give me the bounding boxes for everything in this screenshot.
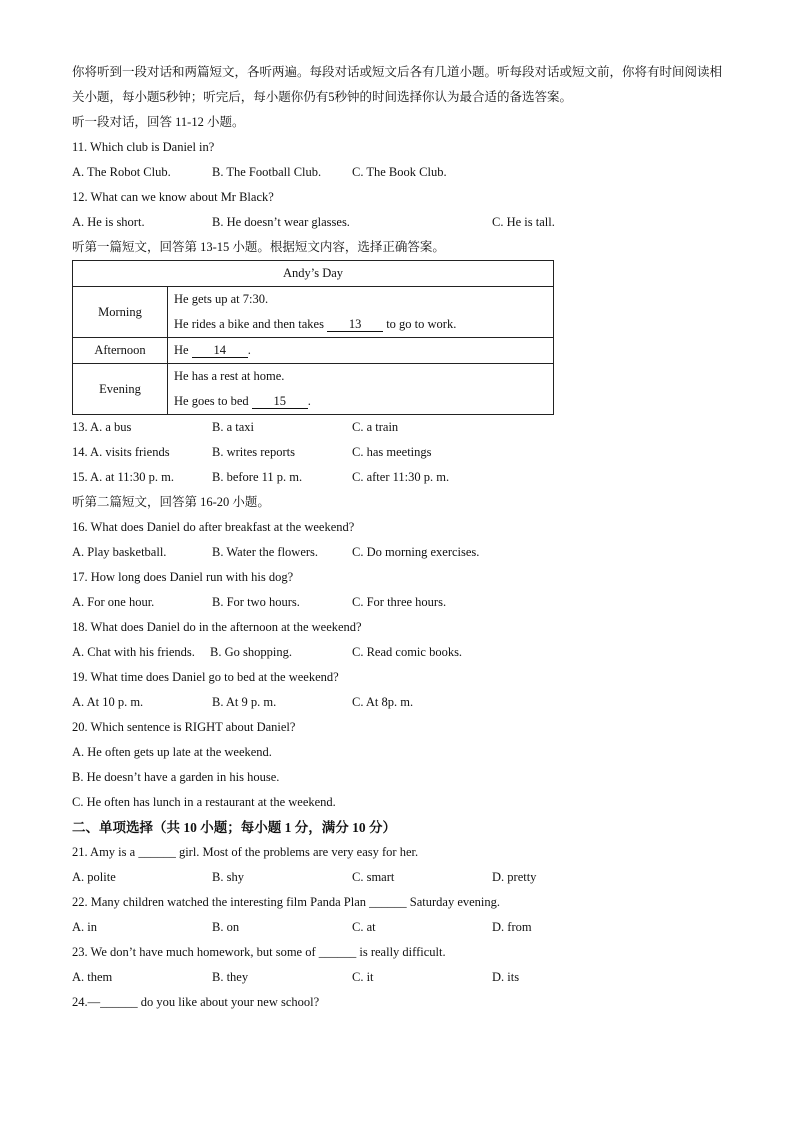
blank-15: 15 [252,394,308,409]
question-17-options [72,590,732,615]
option-c[interactable]: C. At 8p. m. [352,695,414,709]
option-c[interactable]: C. it [352,970,374,984]
passage2-instruction: 听第二篇短文，回答第 16-20 小题。 [72,495,270,509]
morning-line-2-text: He rides a bike and then takes [174,317,324,331]
morning-cell [168,287,554,338]
option-b[interactable]: B. on [212,920,240,934]
option-c[interactable]: C. after 11:30 p. m. [352,470,450,484]
evening-cell [168,364,554,415]
question-19-stem: 19. What time does Daniel go to bed at the weekend? [72,670,339,684]
question-20-stem: 20. Which sentence is RIGHT about Daniel? [72,720,296,734]
option-a[interactable]: A. Chat with his friends. [72,645,195,659]
question-19-options [72,690,732,715]
andys-day-table [72,260,554,415]
afternoon-text: He [174,343,189,357]
morning-line-2 [174,312,547,337]
option-b[interactable]: B. At 9 p. m. [212,695,277,709]
option-c[interactable]: C. The Book Club. [352,165,447,179]
question-20-option-c[interactable]: C. He often has lunch in a restaurant at the weekend. [72,795,336,809]
evening-line-2-text: He goes to bed [174,394,249,408]
option-a[interactable]: A. Play basketball. [72,545,167,559]
option-d[interactable]: D. from [492,920,532,934]
option-a[interactable]: 14. A. visits friends [72,445,170,459]
option-a[interactable]: A. them [72,970,113,984]
question-23-options [72,965,732,990]
section-2-title: 二、单项选择（共 10 小题；每小题 1 分，满分 10 分） [72,820,396,835]
question-11-stem: 11. Which club is Daniel in? [72,140,215,154]
question-18-stem: 18. What does Daniel do in the afternoon at the weekend? [72,620,362,634]
question-16-options [72,540,732,565]
question-23-stem: 23. We don’t have much homework, but some of ______ is really difficult. [72,945,446,959]
question-15-options [72,465,732,490]
option-b[interactable]: B. He doesn’t wear glasses. [212,215,350,229]
option-c[interactable]: C. Do morning exercises. [352,545,480,559]
option-c[interactable]: C. at [352,920,376,934]
blank-13: 13 [327,317,383,332]
passage1-instruction: 听第一篇短文，回答第 13-15 小题。根据短文内容，选择正确答案。 [72,240,445,254]
option-b[interactable]: B. before 11 p. m. [212,470,303,484]
evening-line-1: He has a rest at home. [174,369,285,383]
option-a[interactable]: 13. A. a bus [72,420,132,434]
evening-label: Evening [73,364,168,415]
option-b[interactable]: B. Water the flowers. [212,545,319,559]
afternoon-line [174,338,547,363]
blank-14: 14 [192,343,248,358]
option-b[interactable]: B. they [212,970,249,984]
option-c[interactable]: C. smart [352,870,395,884]
question-14-options [72,440,732,465]
option-b[interactable]: B. writes reports [212,445,295,459]
question-18-options [72,640,732,665]
question-13-options [72,415,732,440]
option-b[interactable]: B. For two hours. [212,595,300,609]
question-16-stem: 16. What does Daniel do after breakfast at the weekend? [72,520,355,534]
option-a[interactable]: A. polite [72,870,116,884]
option-b[interactable]: B. The Football Club. [212,165,322,179]
option-a[interactable]: 15. A. at 11:30 p. m. [72,470,174,484]
option-c[interactable]: C. Read comic books. [352,645,463,659]
morning-label: Morning [73,287,168,338]
question-12-options [72,210,732,235]
question-20-option-b[interactable]: B. He doesn’t have a garden in his house. [72,770,280,784]
question-12-stem: 12. What can we know about Mr Black? [72,190,274,204]
question-17-stem: 17. How long does Daniel run with his dog? [72,570,294,584]
afternoon-cell [168,338,554,364]
evening-line-2 [174,389,547,414]
option-d[interactable]: D. its [492,970,520,984]
question-22-options [72,915,732,940]
option-c[interactable]: C. For three hours. [352,595,447,609]
listening-intro: 你将听到一段对话和两篇短文，各听两遍。每段对话或短文后各有几道小题。听每段对话或短文前，你将有时间阅读相关小题，每小题5秒钟；听完后，每小题你仍有5秒钟的时间选择你认为最合适的备选答案。 [72,65,723,104]
option-a[interactable]: A. The Robot Club. [72,165,171,179]
option-a[interactable]: A. in [72,920,97,934]
option-a[interactable]: A. He is short. [72,215,145,229]
question-20-option-a[interactable]: A. He often gets up late at the weekend. [72,745,272,759]
morning-line-1: He gets up at 7:30. [174,292,269,306]
table-title: Andy’s Day [73,261,554,287]
question-21-stem: 21. Amy is a ______ girl. Most of the problems are very easy for her. [72,845,419,859]
option-b[interactable]: B. a taxi [212,420,255,434]
option-b[interactable]: B. shy [212,870,244,884]
question-21-options [72,865,732,890]
afternoon-label: Afternoon [73,338,168,364]
option-a[interactable]: A. At 10 p. m. [72,695,144,709]
option-d[interactable]: D. pretty [492,870,537,884]
question-24-stem: 24.—______ do you like about your new school? [72,995,320,1009]
question-22-stem: 22. Many children watched the interesting film Panda Plan ______ Saturday evening. [72,895,501,909]
morning-line-2-end: to go to work. [386,317,457,331]
option-c[interactable]: C. He is tall. [492,215,555,229]
option-c[interactable]: C. has meetings [352,445,432,459]
evening-line-2-end: . [307,394,311,408]
option-a[interactable]: A. For one hour. [72,595,155,609]
exam-page [72,60,732,1015]
question-11-options [72,160,732,185]
dialogue-instruction: 听一段对话，回答 11-12 小题。 [72,115,245,129]
afternoon-end: . [247,343,251,357]
option-c[interactable]: C. a train [352,420,399,434]
option-b[interactable]: B. Go shopping. [210,645,292,659]
